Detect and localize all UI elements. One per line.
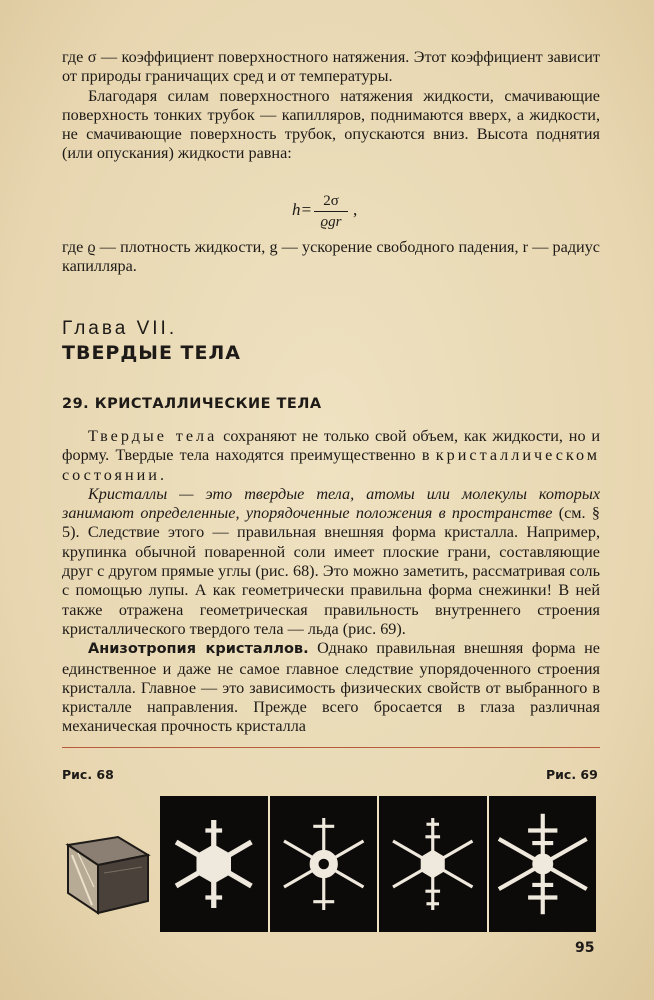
anisotropy-heading: Анизотропия кристаллов. — [88, 641, 309, 658]
page-number: 95 — [575, 940, 595, 956]
paragraph-crystals-text: (см. § 5). Следствие этого — правильная внешняя форма кристалла. Например, крупинка обычной поваренной соли имеет плоские грани, составляющие друг с другом прямые углы (рис. 68). Это можно заметить, рассматривая соль с помощью лупы. А как геометрически правильна форма снежинки! В ней также отражена геометрическая правильность внутреннего строения кристаллического твердого тела — льда (рис. 69). — [62, 504, 600, 638]
paragraph-anisotropy-text: Однако правильная внешняя форма не единственное и даже не самое главное следствие упорядоченного строения кристалла. Главное — это зависимость физических свойств от выбранного в кристалле направления. Прежде всего бросается в глаза различная механическая прочность кристалла — [62, 639, 600, 736]
snowflake-image-2 — [270, 796, 380, 932]
fraction-bar — [314, 211, 348, 212]
snowflake-3-drawing — [379, 796, 487, 932]
spaced-term-crystalline: кристаллическом состоянии. — [62, 446, 600, 484]
paragraph-solids-text: сохраняют не только свой объем, как жидкости, но и форму. Твердые тела находятся преимущественно в — [62, 427, 601, 465]
paragraph-anisotropy — [62, 639, 600, 736]
formula-comma: , — [353, 200, 358, 219]
spaced-term-solids: Твердые тела — [88, 427, 218, 445]
capillary-formula — [292, 192, 382, 232]
formula-denominator: ϱgr — [320, 214, 342, 230]
snowflake-image-1 — [160, 796, 270, 932]
fig69-label: Рис. 69 — [546, 767, 598, 782]
section-body — [62, 427, 600, 737]
formula-numerator: 2σ — [323, 193, 339, 209]
paragraph-crystals — [62, 485, 600, 639]
fig68-label: Рис. 68 — [62, 767, 114, 782]
snowflakes-photo-strip — [160, 796, 596, 932]
formula-fraction — [314, 192, 348, 231]
snowflake-image-4 — [489, 796, 597, 932]
snowflake-4-drawing — [489, 796, 597, 932]
paragraph-solids — [62, 427, 600, 485]
after-formula-block — [62, 238, 600, 277]
snowflake-image-3 — [379, 796, 489, 932]
section-title: 29. КРИСТАЛЛИЧЕСКИЕ ТЕЛА — [62, 396, 322, 412]
paragraph-definitions: где ϱ — плотность жидкости, g — ускорение свободного падения, r — радиус капилляра. — [62, 238, 600, 276]
snowflake-2-drawing — [270, 796, 378, 932]
crystal-definition: Кристаллы — это твердые тела, атомы или молекулы которых занимают определенные, упорядоченные положения в пространстве — [62, 484, 600, 523]
top-text-block — [62, 48, 600, 164]
footnote-rule — [62, 747, 600, 748]
formula-lhs: h= — [292, 200, 312, 219]
paragraph-capillary: Благодаря силам поверхностного натяжения жидкости, смачивающие поверхность тонких трубок — капилляров, поднимаются вверх, а жидкости, не смачивающие поверхность трубок, опускаются вниз. Высота поднятия (или опускания) жидкости равна: — [62, 86, 600, 163]
chapter-title: ТВЕРДЫЕ ТЕЛА — [62, 342, 241, 364]
snowflake-1-drawing — [160, 796, 268, 932]
chapter-number: Глава VII. — [62, 318, 178, 339]
paragraph-sigma: где σ — коэффициент поверхностного натяжения. Этот коэффициент зависит от природы граничащих сред и от температуры. — [62, 48, 600, 86]
salt-crystal-cube-image — [58, 815, 158, 915]
